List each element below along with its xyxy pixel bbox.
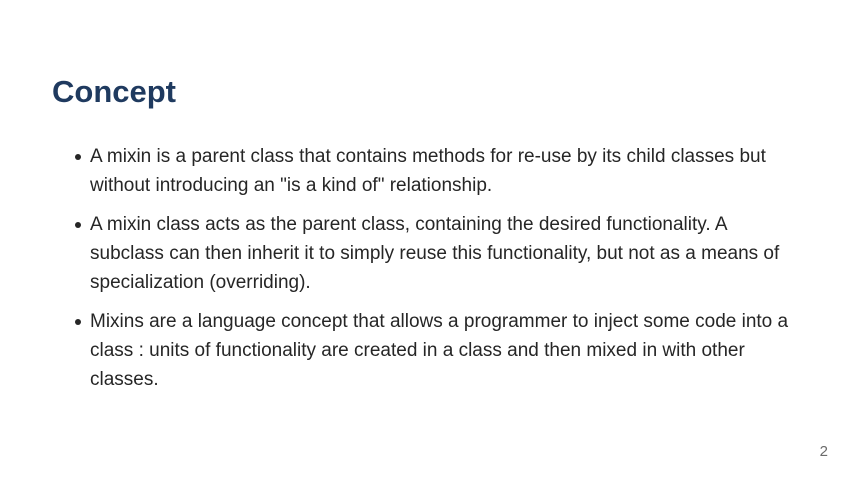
bullet-list (90, 142, 802, 404)
bullet-item: A mixin class acts as the parent class, containing the desired functionality. A subclass can then inherit it to simply reuse this functionality, but not as a means of specialization (overriding). (90, 210, 802, 297)
page-number: 2 (819, 443, 828, 460)
slide-title: Concept (52, 74, 176, 109)
bullet-item: Mixins are a language concept that allows a programmer to inject some code into a class : units of functionality are created in a class and then mixed in with other classes. (90, 307, 802, 394)
bullet-item: A mixin is a parent class that contains methods for re-use by its child classes but without introducing an "is a kind of" relationship. (90, 142, 802, 200)
